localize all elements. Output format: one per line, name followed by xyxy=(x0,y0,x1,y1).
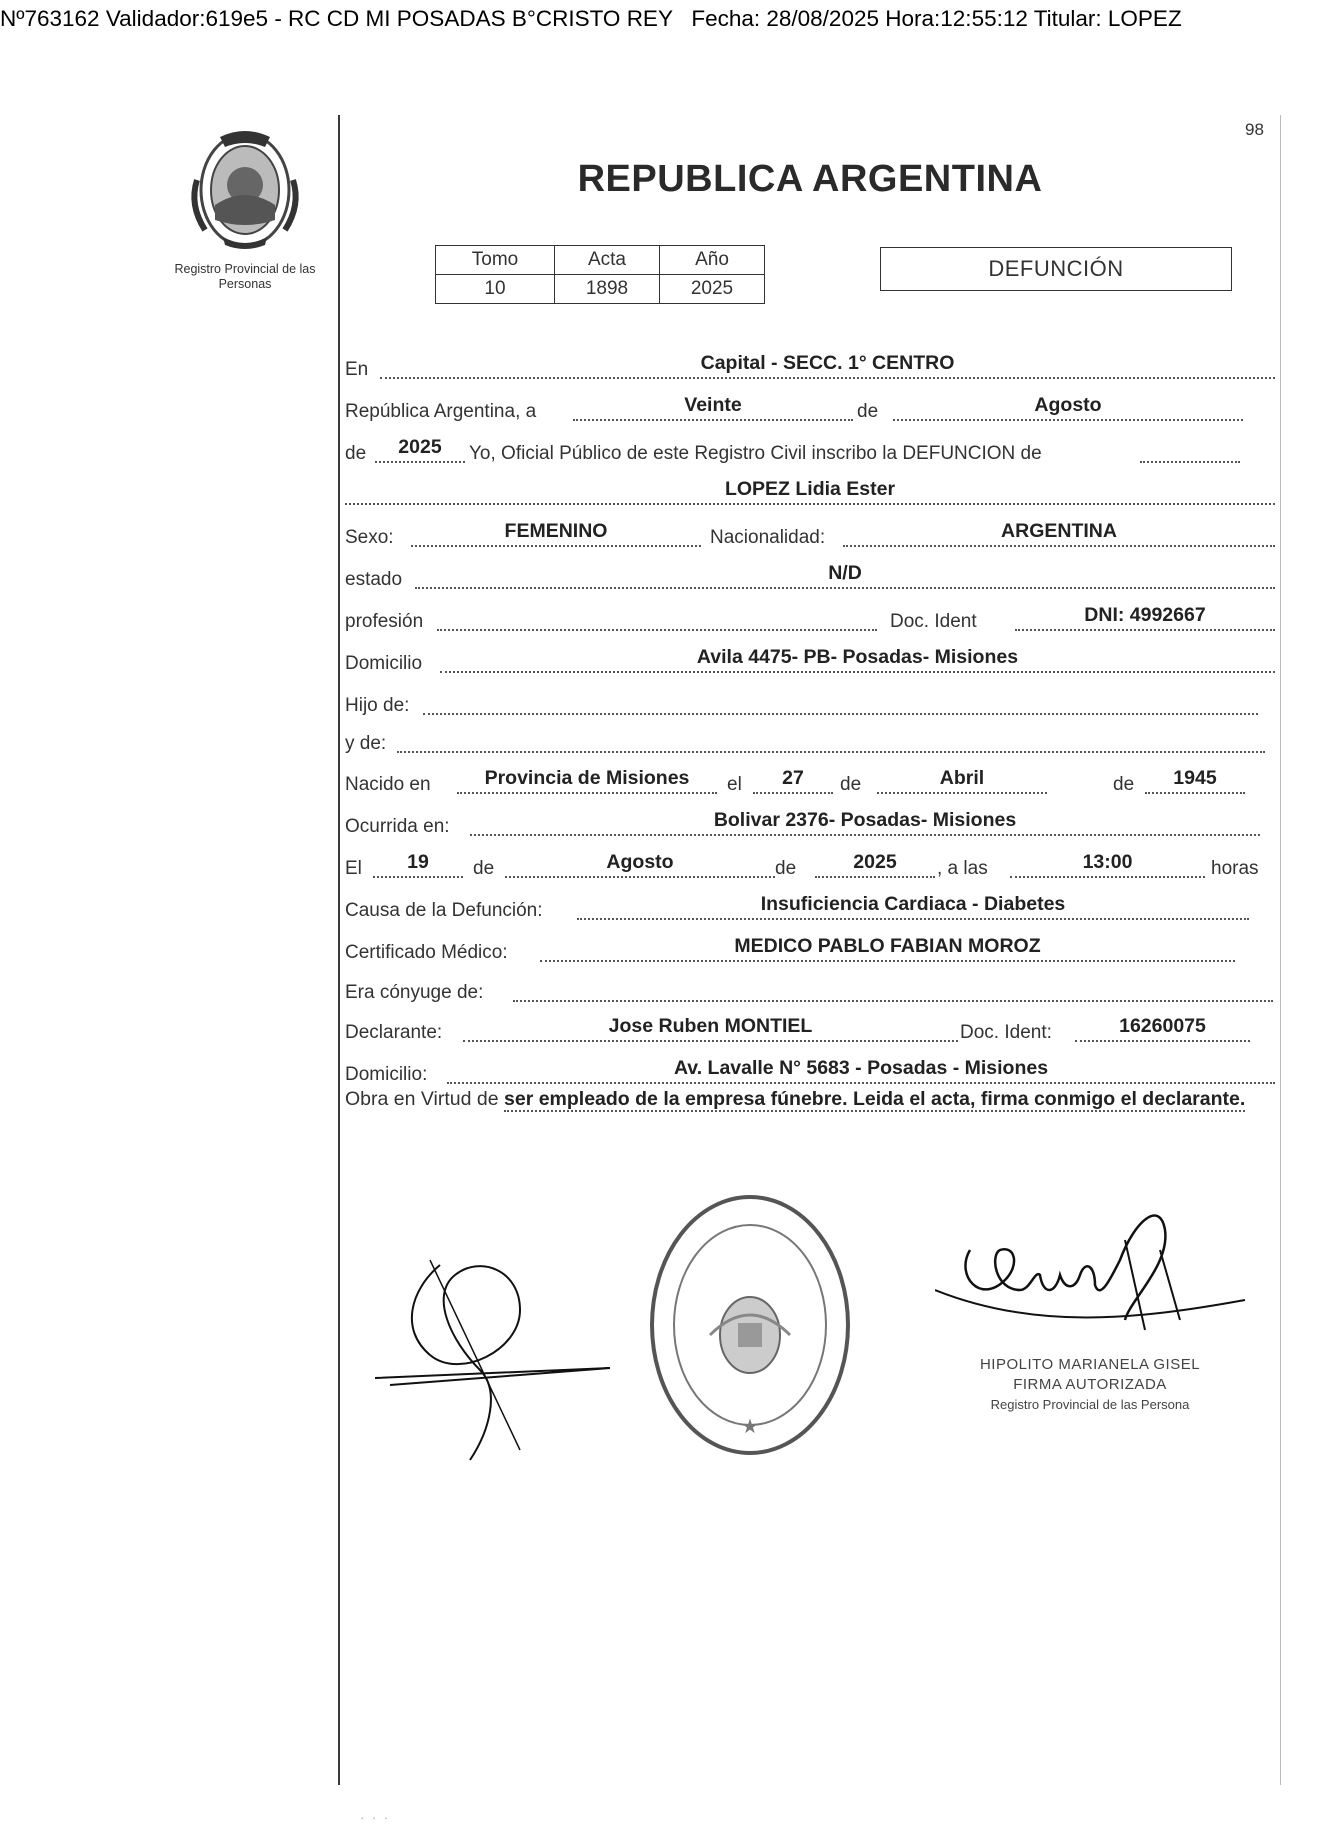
field-hijo-de xyxy=(423,687,1258,715)
field-nac-dia: 27 xyxy=(753,766,833,794)
left-margin-rule xyxy=(338,115,340,1785)
page-number: 98 xyxy=(1245,120,1264,139)
field-nacionalidad: ARGENTINA xyxy=(843,519,1275,547)
header-time: Hora:12:55:12 xyxy=(885,6,1028,31)
field-estado: N/D xyxy=(415,561,1275,589)
table-header-acta: Acta xyxy=(555,246,660,275)
document-type-box: DEFUNCIÓN xyxy=(880,247,1232,291)
field-def-dia: 19 xyxy=(373,850,463,878)
table-header-anio: Año xyxy=(660,246,765,275)
label-de: de xyxy=(775,858,797,879)
official-signature-icon xyxy=(935,1190,1255,1340)
line-fecha xyxy=(345,387,1275,427)
label-de: de xyxy=(1113,774,1135,795)
header-office: - RC CD MI POSADAS B°CRISTO REY xyxy=(274,6,673,31)
label-obra: Obra en Virtud de xyxy=(345,1088,499,1110)
label-domicilio-declarante: Domicilio: xyxy=(345,1064,428,1085)
line-anio xyxy=(345,429,1275,469)
field-ocurrida-en: Bolivar 2376- Posadas- Misiones xyxy=(470,808,1260,836)
right-margin-rule xyxy=(1280,115,1281,1785)
field-domicilio: Avila 4475- PB- Posadas- Misiones xyxy=(440,645,1275,673)
label-en: En xyxy=(345,359,369,380)
field-doc: DNI: 4992667 xyxy=(1015,603,1275,631)
header-number: Nº763162 xyxy=(0,6,100,31)
authorized-stamp xyxy=(960,1355,1220,1415)
field-sexo: FEMENINO xyxy=(411,519,701,547)
label-horas: horas xyxy=(1211,858,1259,879)
label-doc-ident: Doc. Ident xyxy=(890,611,977,632)
line-profesion xyxy=(345,597,1275,637)
label-de: de xyxy=(840,774,862,795)
document-title: REPUBLICA ARGENTINA xyxy=(577,158,1043,200)
label-y-de: y de: xyxy=(345,733,387,754)
field-y-de xyxy=(397,725,1265,753)
field-def-anio: 2025 xyxy=(815,850,935,878)
field-def-mes: Agosto xyxy=(505,850,775,878)
line-hijo-de xyxy=(345,681,1275,721)
table-cell-acta: 1898 xyxy=(555,275,660,304)
field-nacido-en: Provincia de Misiones xyxy=(457,766,717,794)
field-declarante-doc: 16260075 xyxy=(1075,1014,1250,1042)
field-certificado: MEDICO PABLO FABIAN MOROZ xyxy=(540,934,1235,962)
line-declarante xyxy=(345,1008,1275,1048)
line-estado xyxy=(345,555,1275,595)
line-y-de xyxy=(345,719,1275,759)
line-conyuge xyxy=(345,968,1275,1008)
label-causa: Causa de la Defunción: xyxy=(345,900,543,921)
validation-header xyxy=(0,0,1328,46)
header-holder: Titular: LOPEZ xyxy=(1033,6,1182,31)
table-cell-tomo: 10 xyxy=(436,275,555,304)
official-seal-icon xyxy=(640,1185,860,1465)
label-sexo: Sexo: xyxy=(345,527,394,548)
label-declarante: Declarante: xyxy=(345,1022,443,1043)
label-hijo-de: Hijo de: xyxy=(345,695,410,716)
field-profesion xyxy=(437,603,877,631)
line-lugar xyxy=(345,345,1275,385)
line-nacimiento xyxy=(345,760,1275,800)
stamp-role: FIRMA AUTORIZADA xyxy=(1013,1376,1167,1393)
obra-paragraph xyxy=(345,1083,1275,1115)
provincial-emblem-icon xyxy=(185,125,305,255)
label-el-cap: El xyxy=(345,858,362,879)
declarant-signature-icon xyxy=(370,1250,640,1470)
label-yo-oficial: Yo, Oficial Público de este Registro Civil inscribo la DEFUNCION de xyxy=(469,443,1042,464)
field-blank xyxy=(1140,435,1240,463)
field-declarante-domicilio: Av. Lavalle N° 5683 - Posadas - Misiones xyxy=(447,1056,1275,1084)
label-profesion: profesión xyxy=(345,611,424,632)
field-obra: ser empleado de la empresa fúnebre. Leida el acta, firma conmigo el declarante. xyxy=(504,1088,1246,1110)
label-nacionalidad: Nacionalidad: xyxy=(710,527,826,548)
line-nombre xyxy=(345,471,1275,511)
label-de: de xyxy=(345,443,367,464)
label-de: de xyxy=(857,401,879,422)
field-mes: Agosto xyxy=(893,393,1243,421)
line-domicilio xyxy=(345,639,1275,679)
line-ocurrida xyxy=(345,802,1275,842)
footer-code: · · · xyxy=(360,1810,391,1825)
line-sexo xyxy=(345,513,1275,553)
field-nac-anio: 1945 xyxy=(1145,766,1245,794)
svg-text:★: ★ xyxy=(741,1414,759,1438)
field-nac-mes: Abril xyxy=(877,766,1047,794)
label-republica: República Argentina, a xyxy=(345,401,537,422)
field-def-hora: 13:00 xyxy=(1010,850,1205,878)
table-header-tomo: Tomo xyxy=(436,246,555,275)
header-validator: Validador:619e5 xyxy=(105,6,269,31)
label-conyuge: Era cónyuge de: xyxy=(345,982,484,1003)
field-anio: 2025 xyxy=(375,435,465,463)
label-a-las: , a las xyxy=(937,858,988,879)
line-fecha-defuncion xyxy=(345,844,1275,884)
label-el: el xyxy=(727,774,742,795)
label-de: de xyxy=(473,858,495,879)
label-domicilio: Domicilio xyxy=(345,653,423,674)
label-certificado: Certificado Médico: xyxy=(345,942,508,963)
acta-table xyxy=(435,245,765,304)
field-dia: Veinte xyxy=(573,393,853,421)
field-conyuge xyxy=(513,974,1273,1002)
label-doc-ident-declarante: Doc. Ident: xyxy=(960,1022,1052,1043)
table-cell-anio: 2025 xyxy=(660,275,765,304)
stamp-office: Registro Provincial de las Persona xyxy=(990,1397,1190,1412)
label-estado: estado xyxy=(345,569,403,590)
header-date: Fecha: 28/08/2025 xyxy=(691,6,879,31)
label-nacido-en: Nacido en xyxy=(345,774,431,795)
label-ocurrida-en: Ocurrida en: xyxy=(345,816,450,837)
line-certificado xyxy=(345,928,1275,968)
field-nombre: LOPEZ Lidia Ester xyxy=(345,477,1275,505)
registro-label: Registro Provincial de las Personas xyxy=(174,262,316,291)
field-declarante: Jose Ruben MONTIEL xyxy=(463,1014,958,1042)
field-causa: Insuficiencia Cardiaca - Diabetes xyxy=(577,892,1249,920)
field-lugar: Capital - SECC. 1° CENTRO xyxy=(380,351,1275,379)
line-causa xyxy=(345,886,1275,926)
stamp-name: HIPOLITO MARIANELA GISEL xyxy=(979,1356,1201,1373)
